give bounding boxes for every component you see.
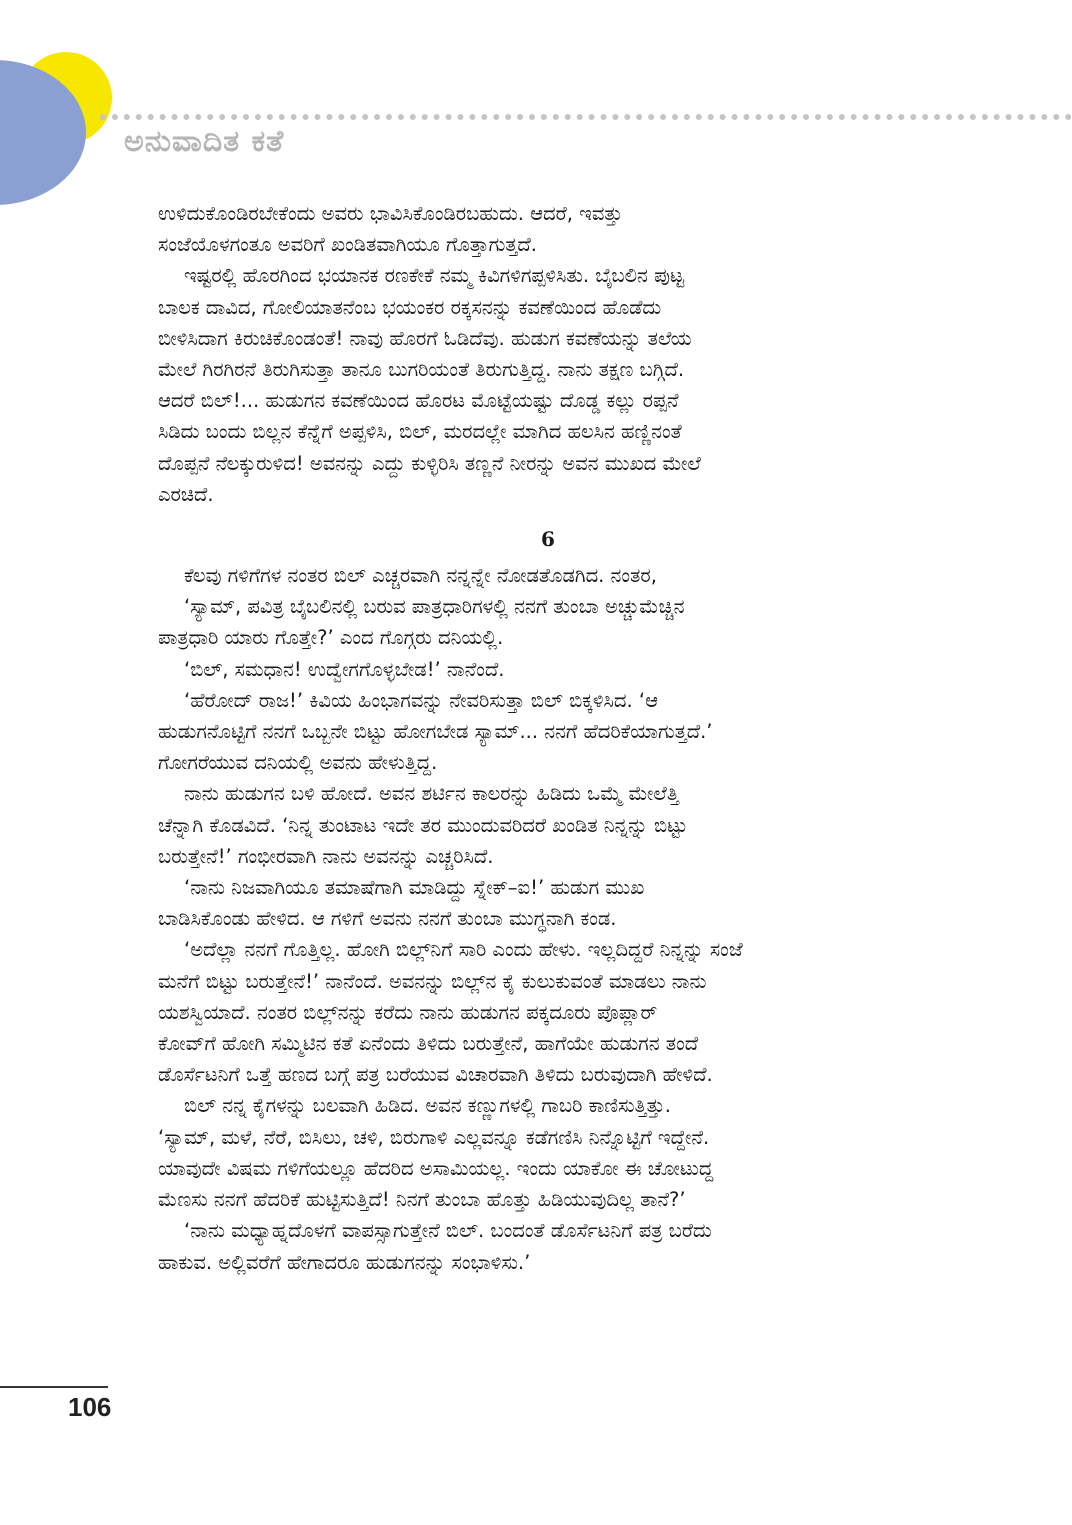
text-line: ಸಂಜೆಯೊಳಗಂತೂ ಅವರಿಗೆ ಖಂಡಿತವಾಗಿಯೂ ಗೊತ್ತಾಗುತ್ತದೆ. [158,233,537,257]
text-line: ಉಳಿದುಕೊಂಡಿರಬೇಕೆಂದು ಅವರು ಭಾವಿಸಿಕೊಂಡಿರಬಹುದು. ಆದರೆ, ಇವತ್ತು [158,202,623,225]
text-line: ದೊಪ್ಪನೆ ನೆಲಕ್ಕುರುಳಿದ! ಅವನನ್ನು ಎದ್ದು ಕುಳ್ಳಿರಿಸಿ ತಣ್ಣನೆ ನೀರನ್ನು ಅವನ ಮುಖದ ಮೇಲೆ [158,451,701,475]
text-line: ಮೆಣಸು ನನಗೆ ಹೆದರಿಕೆ ಹುಟ್ಟಿಸುತ್ತಿದೆ! ನಿನಗೆ ತುಂಬಾ ಹೊತ್ತು ಹಿಡಿಯುವುದಿಲ್ಲ ತಾನೆ?’ [158,1188,686,1212]
text-line: ಹಾಕುವ. ಅಲ್ಲಿವರೆಗೆ ಹೇಗಾದರೂ ಹುಡುಗನನ್ನು ಸಂಭಾಳಿಸು.’ [158,1250,531,1274]
text-line: ‘ನಾನು ನಿಜವಾಗಿಯೂ ತಮಾಷೆಗಾಗಿ ಮಾಡಿದ್ದು ಸ್ನೇಕ್–ಐ!’ ಹುಡುಗ ಮುಖ [184,876,645,900]
text-line: ‘ಹೆರೋದ್ ರಾಜ!’ ಕಿವಿಯ ಹಿಂಭಾಗವನ್ನು ನೇವರಿಸುತ್ತಾ ಬಿಲ್ ಬಿಕ್ಕಳಿಸಿದ. ‘ಆ [184,688,658,712]
text-line: ಚೆನ್ನಾಗಿ ಕೊಡವಿದೆ. ‘ನಿನ್ನ ತುಂಟಾಟ ಇದೇ ತರ ಮುಂದುವರಿದರೆ ಖಂಡಿತ ನಿನ್ನನ್ನು ಬಿಟ್ಟು [158,813,688,837]
text-line: ಮೇಲೆ ಗಿರಗಿರನೆ ತಿರುಗಿಸುತ್ತಾ ತಾನೂ ಬುಗರಿಯಂತೆ ತಿರುಗುತ್ತಿದ್ದ. ನಾನು ತಕ್ಷಣ ಬಗ್ಗಿದೆ. [158,358,685,382]
section-title: ಅನುವಾದಿತ ಕತೆ [124,124,285,159]
text-line: ಬೀಳಿಸಿದಾಗ ಕಿರುಚಿಕೊಂಡಂತೆ! ನಾವು ಹೊರಗೆ ಓಡಿದೆವು. ಹುಡುಗ ಕವಣೆಯನ್ನು ತಲೆಯ [158,326,692,350]
footer-rule [0,1386,108,1388]
text-line: ಬಿಲ್ ನನ್ನ ಕೈಗಳನ್ನು ಬಲವಾಗಿ ಹಿಡಿದ. ಅವನ ಕಣ್ಣುಗಳಲ್ಲಿ ಗಾಬರಿ ಕಾಣಿಸುತ್ತಿತ್ತು. [184,1094,671,1118]
text-line: ಕೆಲವು ಗಳಿಗೆಗಳ ನಂತರ ಬಿಲ್ ಎಚ್ಚರವಾಗಿ ನನ್ನನ್ನೇ ನೋಡತೊಡಗಿದ. ನಂತರ, [184,564,657,588]
text-line: ‘ಬಿಲ್, ಸಮಧಾನ! ಉದ್ವೇಗಗೊಳ್ಳಬೇಡ!’ ನಾನೆಂದೆ. [184,657,505,681]
text-line: ಡೊರ್ಸೆಟನಿಗೆ ಒತ್ತೆ ಹಣದ ಬಗ್ಗೆ ಪತ್ರ ಬರೆಯುವ ವಿಚಾರವಾಗಿ ತಿಳಿದು ಬರುವುದಾಗಿ ಹೇಳಿದೆ. [158,1063,713,1087]
text-line: ‘ಸ್ಯಾಮ್, ಮಳೆ, ನೆರೆ, ಬಿಸಿಲು, ಚಳಿ, ಬಿರುಗಾಳಿ ಎಲ್ಲವನ್ನೂ ಕಡೆಗಣಿಸಿ ನಿನ್ನೊಟ್ಟಿಗೆ ಇದ್ದೇನೆ. [158,1125,710,1149]
text-line: ಮನೆಗೆ ಬಿಟ್ಟು ಬರುತ್ತೇನೆ!’ ನಾನೆಂದೆ. ಅವನನ್ನು ಬಿಲ್ಲ್‌ನ ಕೈ ಕುಲುಕುವಂತೆ ಮಾಡಲು ನಾನು [158,969,707,993]
story-body [158,198,938,1278]
text-line: ಸಿಡಿದು ಬಂದು ಬಿಲ್ಲನ ಕೆನ್ನೆಗೆ ಅಪ್ಪಳಿಸಿ, ಬಿಲ್, ಮರದಲ್ಲೇ ಮಾಗಿದ ಹಲಸಿನ ಹಣ್ಣಿನಂತೆ [158,420,682,444]
text-line: ಬರುತ್ತೇನೆ!’ ಗಂಭೀರವಾಗಿ ನಾನು ಅವನನ್ನು ಎಚ್ಚರಿಸಿದೆ. [158,844,494,868]
text-line: ಪಾತ್ರಧಾರಿ ಯಾರು ಗೊತ್ತೇ?’ ಎಂದ ಗೊಗ್ಗರು ದನಿಯಲ್ಲಿ. [158,626,504,650]
chapter-number: 6 [541,527,555,552]
page-number: 106 [68,1392,112,1422]
text-line: ‘ನಾನು ಮಧ್ಯಾಹ್ನದೊಳಗೆ ವಾಪಸ್ಸಾಗುತ್ತೇನೆ ಬಿಲ್. ಬಂದಂತೆ ಡೊರ್ಸೆಟನಿಗೆ ಪತ್ರ ಬರೆದು [184,1219,712,1243]
text-line: ಆದರೆ ಬಿಲ್!... ಹುಡುಗನ ಕವಣೆಯಿಂದ ಹೊರಟ ಮೊಟ್ಟೆಯಷ್ಟು ದೊಡ್ಡ ಕಲ್ಲು ರಪ್ಪನೆ [158,389,679,413]
text-line: ಎರಚಿದೆ. [158,482,214,506]
text-line: ಹುಡುಗನೊಟ್ಟಿಗೆ ನನಗೆ ಒಬ್ಬನೇ ಬಿಟ್ಟು ಹೋಗಬೇಡ ಸ್ಯಾಮ್... ನನಗೆ ಹೆದರಿಕೆಯಾಗುತ್ತದೆ.’ [158,720,713,744]
text-line: ನಾನು ಹುಡುಗನ ಬಳಿ ಹೋದೆ. ಅವನ ಶರ್ಟಿನ ಕಾಲರನ್ನು ಹಿಡಿದು ಒಮ್ಮೆ ಮೇಲೆತ್ತಿ [184,782,679,806]
text-line: ‘ಅದೆಲ್ಲಾ ನನಗೆ ಗೊತ್ತಿಲ್ಲ. ಹೋಗಿ ಬಿಲ್ಲ್‌ನಿಗೆ ಸಾರಿ ಎಂದು ಹೇಳು. ಇಲ್ಲದಿದ್ದರೆ ನಿನ್ನನ್ನು ಸಂಜೆ [184,938,743,962]
text-line: ಯಾವುದೇ ವಿಷಮ ಗಳಿಗೆಯಲ್ಲೂ ಹೆದರಿದ ಅಸಾಮಿಯಲ್ಲ. ಇಂದು ಯಾಕೋ ಈ ಚೋಟುದ್ದ [158,1156,714,1180]
text-line: ಬಾಲಕ ದಾವಿದ, ಗೋಲಿಯಾತನೆಂಬ ಭಯಂಕರ ರಕ್ಕಸನನ್ನು ಕವಣೆಯಿಂದ ಹೊಡೆದು [158,295,662,319]
text-line: ಗೋಗರೆಯುವ ದನಿಯಲ್ಲಿ ಅವನು ಹೇಳುತ್ತಿದ್ದ. [158,751,438,775]
text-line: ಕೋವ್‌ಗೆ ಹೋಗಿ ಸಮ್ಮಿಟಿನ ಕತೆ ಏನೆಂದು ತಿಳಿದು ಬರುತ್ತೇನೆ, ಹಾಗೆಯೇ ಹುಡುಗನ ತಂದೆ [158,1032,699,1056]
text-line: ಇಷ್ಟರಲ್ಲಿ ಹೊರಗಿಂದ ಭಯಾನಕ ರಣಕೇಕೆ ನಮ್ಮ ಕಿವಿಗಳಿಗಪ್ಪಳಿಸಿತು. ಬೈಬಲಿನ ಪುಟ್ಟ [184,264,685,288]
header-dotted-rule [100,114,1072,120]
text-line: ಬಾಡಿಸಿಕೊಂಡು ಹೇಳಿದ. ಆ ಗಳಿಗೆ ಅವನು ನನಗೆ ತುಂಬಾ ಮುಗ್ಧನಾಗಿ ಕಂಡ. [158,907,617,931]
text-line: ಯಶಸ್ವಿಯಾದೆ. ನಂತರ ಬಿಲ್ಲ್‌ನನ್ನು ಕರೆದು ನಾನು ಹುಡುಗನ ಪಕ್ಕದೂರು ಪೊಪ್ಲಾರ್ [158,1000,658,1024]
text-line: ‘ಸ್ಯಾಮ್, ಪವಿತ್ರ ಬೈಬಲಿನಲ್ಲಿ ಬರುವ ಪಾತ್ರಧಾರಿಗಳಲ್ಲಿ ನನಗೆ ತುಂಬಾ ಅಚ್ಚುಮೆಚ್ಚಿನ [184,595,685,619]
